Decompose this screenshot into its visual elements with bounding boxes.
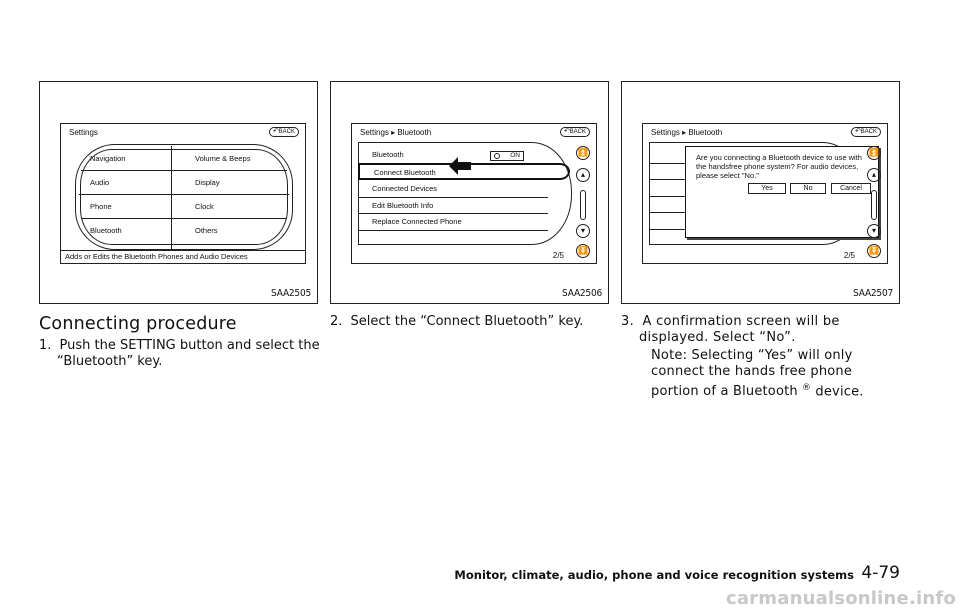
menu-item-display[interactable]: Display <box>195 178 220 187</box>
scroll-up-icon[interactable]: ▴ <box>867 168 881 182</box>
menu-row-divider <box>81 170 287 171</box>
step-number: 3. <box>621 314 635 329</box>
list-item-label: Connect Bluetooth <box>374 168 436 177</box>
toggle-indicator-icon <box>494 153 500 159</box>
back-button[interactable] <box>269 127 299 137</box>
registered-mark: ® <box>801 383 812 393</box>
figure-confirmation-dialog <box>621 81 900 304</box>
menu-item-clock[interactable]: Clock <box>195 202 214 211</box>
dialog-no-button[interactable]: No <box>790 183 826 194</box>
note-suffix: device. <box>811 384 864 400</box>
back-arrow-icon: ↶ <box>855 128 861 135</box>
step-number: 2. <box>330 314 343 329</box>
step-text: A confirmation screen will be displayed. Select “No”. <box>639 314 840 345</box>
step-3-note <box>651 348 903 400</box>
page-up-icon[interactable]: ⏫ <box>576 146 590 160</box>
menu-item-volume-beeps[interactable]: Volume & Beeps <box>195 154 251 163</box>
menu-row-divider <box>79 194 289 195</box>
screen-title: Settings <box>69 128 98 137</box>
figure-code: SAA2505 <box>271 288 311 299</box>
step-3 <box>621 314 903 346</box>
display-screen <box>60 123 306 264</box>
page-indicator: 2/5 <box>843 251 855 260</box>
menu-row-divider <box>81 218 287 219</box>
page-down-icon[interactable]: ⏬ <box>867 244 881 258</box>
back-button[interactable] <box>851 127 881 137</box>
watermark: carmanualsonline.info <box>725 588 956 609</box>
back-arrow-icon: ↶ <box>564 128 570 135</box>
figure-code: SAA2507 <box>853 288 893 299</box>
step-text: Select the “Connect Bluetooth” key. <box>350 314 584 329</box>
display-screen <box>642 123 888 264</box>
figure-bluetooth-list <box>330 81 609 304</box>
pointer-arrow-icon <box>449 157 471 175</box>
list-item-label: Bluetooth <box>372 150 404 159</box>
footer-page-number: 4-79 <box>861 563 900 583</box>
step-number: 1. <box>39 338 52 353</box>
list-item-label: Edit Bluetooth Info <box>372 200 434 210</box>
step-2 <box>330 314 615 330</box>
list-item-connected-devices[interactable] <box>358 181 548 198</box>
dialog-message: Are you connecting a Bluetooth device to use with the handsfree phone system? For audio devices, please select "No." <box>696 153 862 180</box>
scroll-up-icon[interactable]: ▴ <box>576 168 590 182</box>
scroll-down-icon[interactable]: ▾ <box>867 224 881 238</box>
back-label: BACK <box>569 129 586 135</box>
dialog-yes-button[interactable]: Yes <box>748 183 786 194</box>
bluetooth-toggle[interactable] <box>490 151 524 161</box>
list-item-replace-connected-phone[interactable] <box>358 214 548 231</box>
list-item-edit-bluetooth-info[interactable] <box>358 198 548 215</box>
figure-code: SAA2506 <box>562 288 602 299</box>
list-item-label: Connected Devices <box>372 184 438 193</box>
display-screen <box>351 123 597 264</box>
footer-section-title: Monitor, climate, audio, phone and voice recognition systems <box>454 568 854 582</box>
screen-title: Settings ▸ Bluetooth <box>360 128 432 137</box>
scrollbar[interactable] <box>871 190 877 220</box>
back-arrow-icon: ↶ <box>273 128 279 135</box>
back-label: BACK <box>860 129 877 135</box>
step-text: Push the SETTING button and select the “Bluetooth” key. <box>57 338 320 369</box>
menu-divider <box>171 146 172 250</box>
back-label: BACK <box>278 129 295 135</box>
step-1 <box>39 338 321 370</box>
list-item-label: Replace Connected Phone <box>372 217 462 226</box>
page-down-icon[interactable]: ⏬ <box>576 244 590 258</box>
menu-item-bluetooth[interactable]: Bluetooth <box>90 226 122 235</box>
menu-item-phone[interactable]: Phone <box>90 202 112 211</box>
back-button[interactable] <box>560 127 590 137</box>
toggle-label: ON <box>510 152 520 159</box>
page-up-icon[interactable]: ⏫ <box>867 146 881 160</box>
figure-settings-menu <box>39 81 318 304</box>
menu-item-navigation[interactable]: Navigation <box>90 154 126 163</box>
scroll-down-icon[interactable]: ▾ <box>576 224 590 238</box>
menu-item-audio[interactable]: Audio <box>90 178 110 187</box>
note-text: Note: Selecting “Yes” will only connect the hands free phone portion of a Bluetooth <box>651 348 853 400</box>
nav-controls <box>576 146 592 258</box>
scrollbar[interactable] <box>580 190 586 220</box>
menu-item-others[interactable]: Others <box>195 226 218 235</box>
confirmation-dialog <box>685 146 879 238</box>
section-heading: Connecting procedure <box>39 314 237 334</box>
dialog-cancel-button[interactable]: Cancel <box>831 183 871 194</box>
page-indicator: 2/5 <box>552 251 564 260</box>
status-bar: Adds or Edits the Bluetooth Phones and Audio Devices <box>61 250 305 263</box>
screen-title: Settings ▸ Bluetooth <box>651 128 723 137</box>
nav-controls <box>867 146 883 258</box>
